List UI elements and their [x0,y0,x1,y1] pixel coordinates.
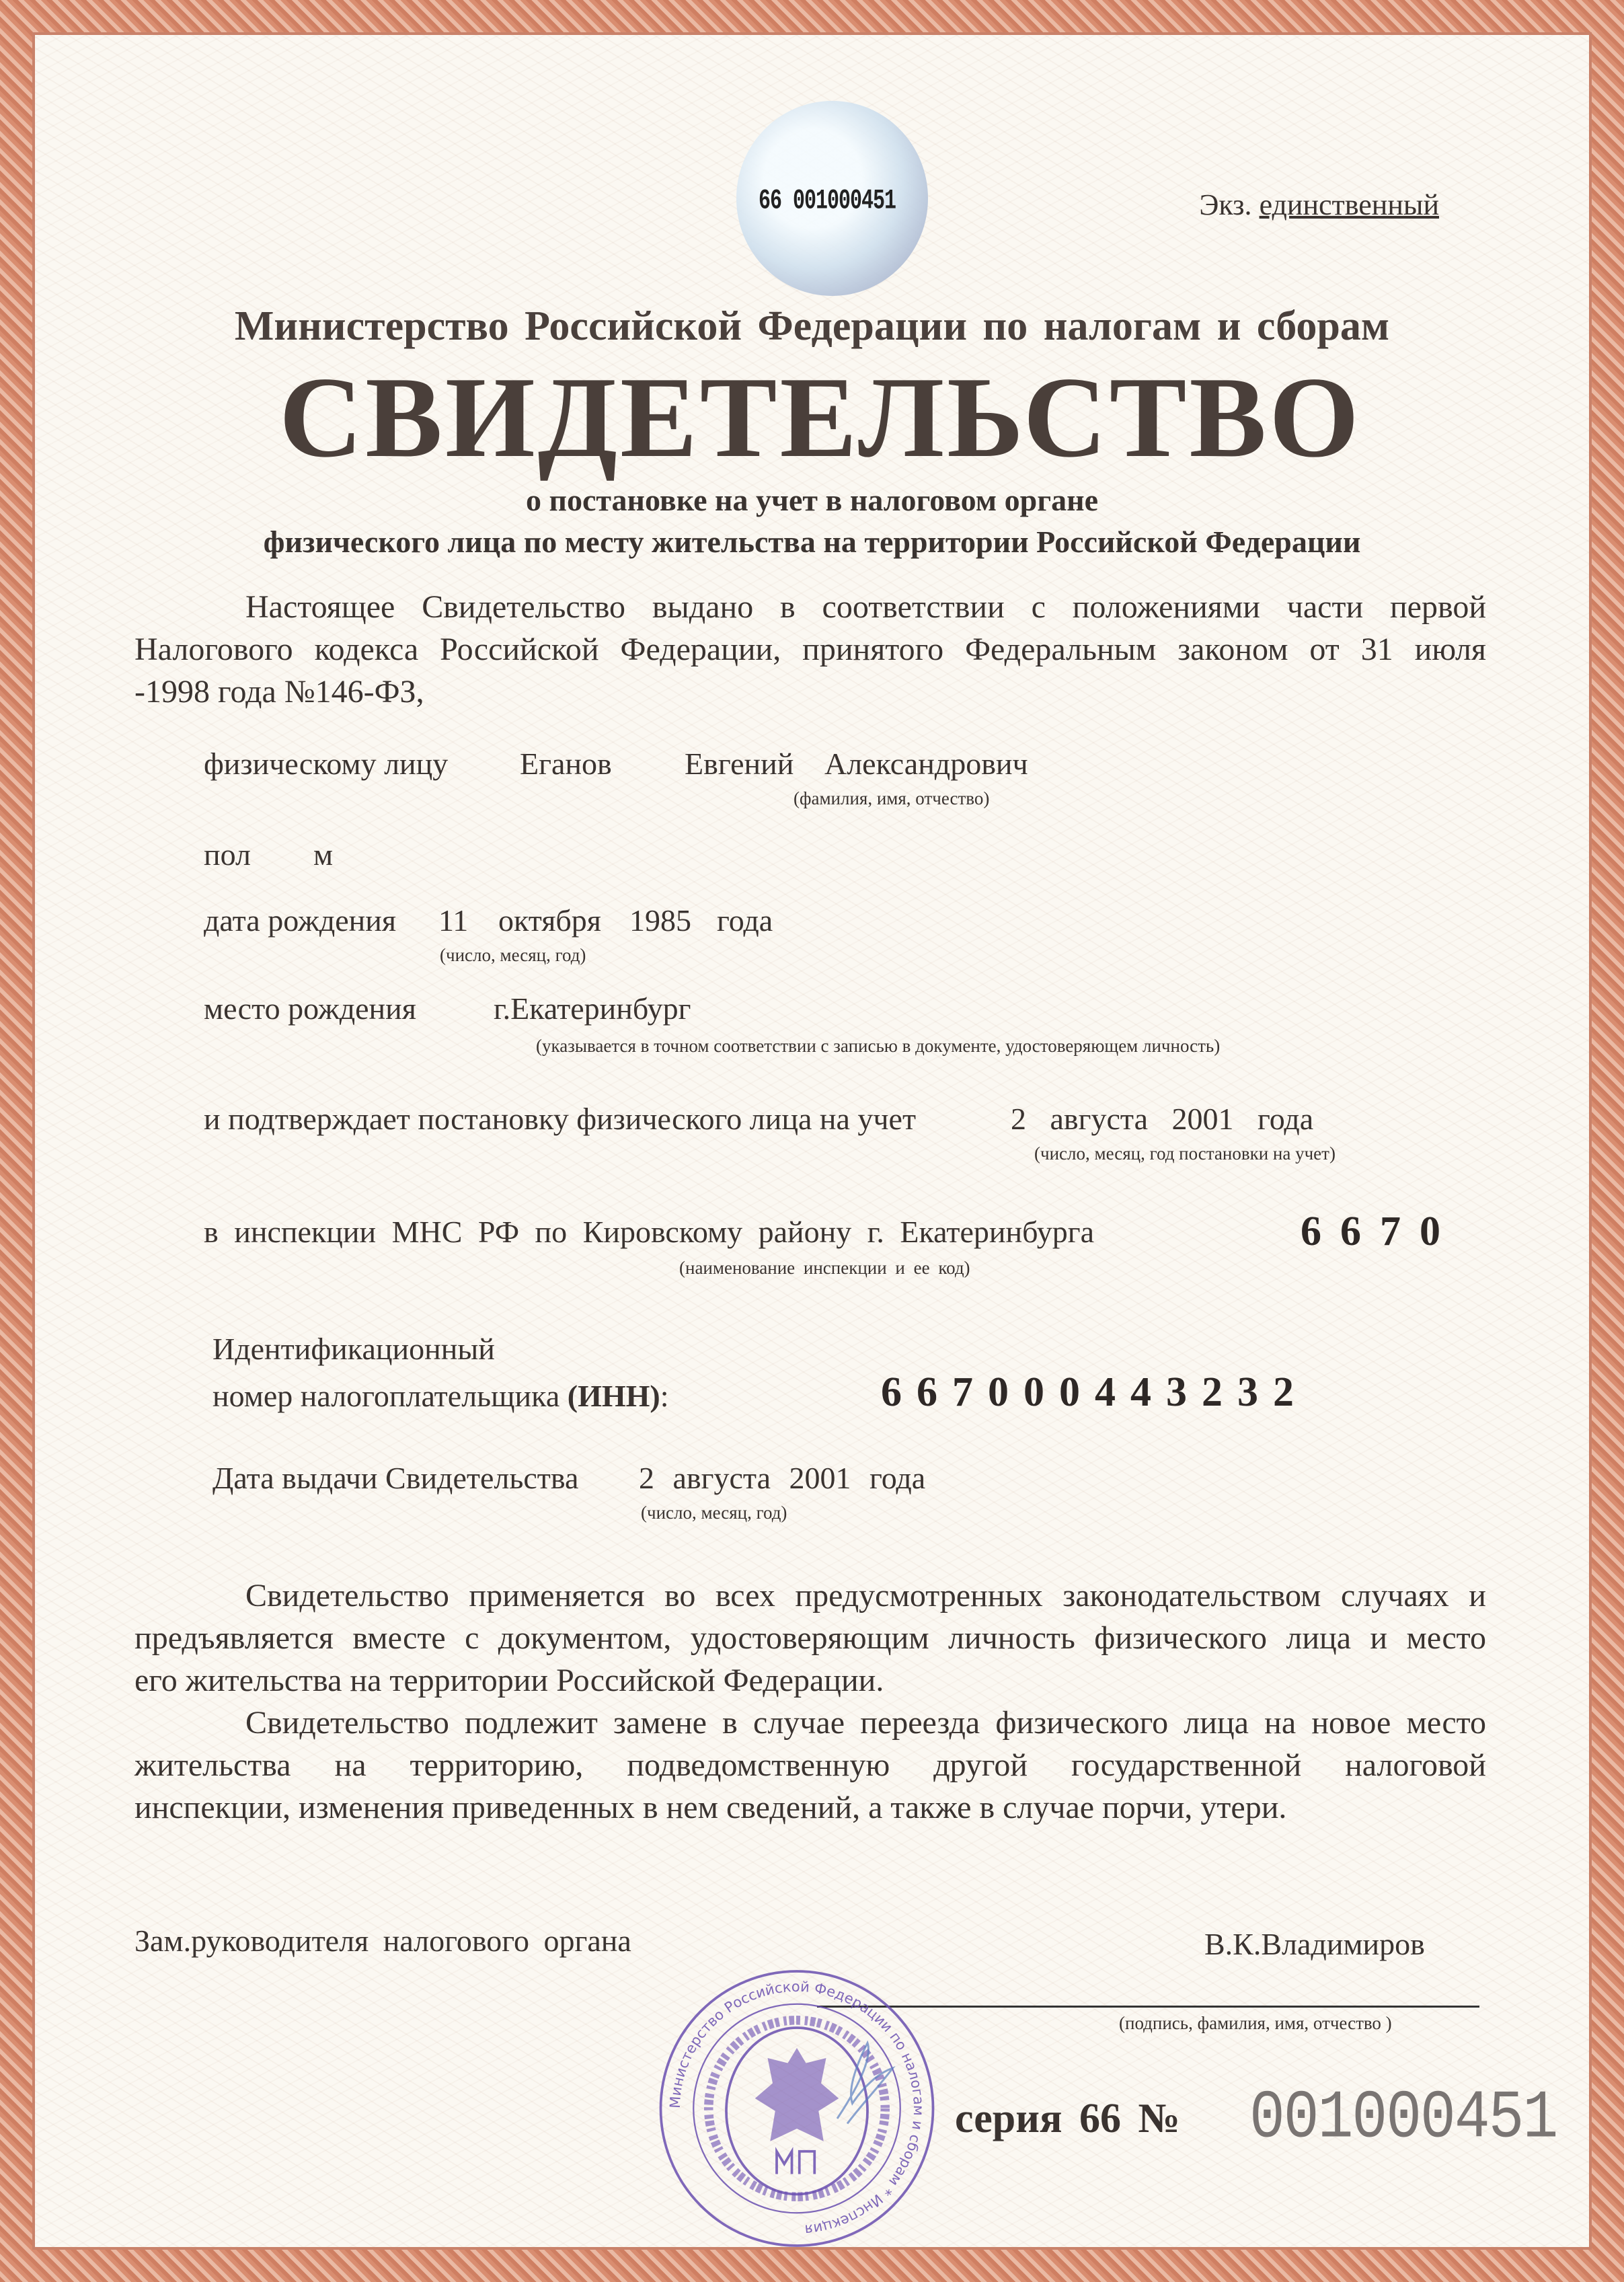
inn-label-line2 [212,1379,669,1414]
intro-paragraph [134,588,1486,716]
birthplace-label: место рождения [204,991,416,1026]
birth-month: октября [498,903,601,938]
subtitle-line: физического лица по месту жительства на территории Российской Федерации [263,525,1361,559]
text-line: Налогового кодекса Российской Федерации, принятого Федеральным законом от 31 июля [134,632,1486,667]
official-seal [656,1967,938,2250]
birth-year: 1985 [629,903,691,938]
seal-mp-mark [777,2152,814,2174]
copy-value: единственный [1259,188,1439,221]
serial-label: серия 66 № [955,2096,1180,2141]
text-line: предъявляется вместе с документом, удостоверяющим личность физического лица и место [134,1620,1486,1656]
text-line: Свидетельство подлежит замене в случае переезда физического лица на новое место [245,1705,1486,1741]
copy-prefix: Экз. [1199,188,1252,221]
inn-abbr: (ИНН) [567,1379,660,1413]
text-line: Настоящее Свидетельство выдано в соответствии с положениями части первой [245,589,1486,625]
inn-colon: : [660,1379,669,1413]
registration-label: и подтверждает постановку физического лица на учет [204,1102,917,1136]
registration-caption: (число, месяц, год постановки на учет) [1034,1143,1336,1164]
patronymic: Александрович [824,747,1028,781]
birth-caption: (число, месяц, год) [440,945,586,965]
inspection-caption: (наименование инспекции и ее код) [679,1258,970,1278]
first-name: Евгений [685,747,794,781]
registration-date: 2 августа 2001 года [1011,1102,1314,1136]
subtitle-line: о постановке на учет в налоговом органе [525,483,1099,517]
name-caption: (фамилия, имя, отчество) [794,788,990,808]
birth-day: 11 [438,903,469,938]
terms-paragraph [134,1577,1486,1831]
copy-note [1199,188,1439,223]
inspection-code: 6670 [1301,1209,1459,1254]
birth-label: дата рождения [204,903,397,938]
inspection-label: в инспекции МНС РФ по Кировскому району г. Екатеринбурга [204,1215,1095,1249]
svg-text:Министерство Российской Федера: Министерство Российской Федерации по налогам и сборам * Инспекция [666,1978,927,2238]
text-line: инспекции, изменения приведенных в нем сведений, а также в случае порчи, утери. [134,1790,1287,1825]
birth-suffix: года [717,903,773,938]
text-line: его жительства на территории Российской Федерации. [134,1663,884,1698]
issue-caption: (число, месяц, год) [641,1503,787,1523]
signatory-role: Зам.руководителя налогового органа [134,1924,631,1958]
issue-label: Дата выдачи Свидетельства [212,1461,579,1495]
signature-caption: (подпись, фамилия, имя, отчество ) [1119,2013,1392,2033]
serial-number: 001000451 [1249,2080,1557,2158]
issue-date: 2 августа 2001 года [639,1461,926,1495]
signatory-name: В.К.Владимиров [1204,1927,1425,1961]
ministry-heading: Министерство Российской Федерации по налогам и сборам [234,303,1390,349]
sex-value: м [313,837,334,872]
inn-label-text: номер налогоплательщика [212,1379,560,1413]
hologram-number: 66 001000451 [759,186,896,218]
person-label: физическому лицу [204,747,449,781]
inn-value: 667000443232 [881,1369,1309,1415]
text-line: Свидетельство применяется во всех предусмотренных законодательством случаях и [245,1578,1486,1613]
surname: Еганов [520,747,612,781]
text-line: жительства на территорию, подведомственную другой государственной налоговой [134,1747,1486,1783]
birthplace-value: г.Екатеринбург [494,991,691,1026]
inn-label-line1: Идентификационный [212,1332,495,1366]
birthplace-caption: (указывается в точном соответствии с записью в документе, удостоверяющем личность) [536,1036,1221,1056]
text-line: -1998 года №146-ФЗ, [134,674,424,710]
document-title: СВИДЕТЕЛЬСТВО [279,354,1362,482]
sex-label: пол [204,837,251,872]
eagle-emblem-icon [755,2048,839,2141]
